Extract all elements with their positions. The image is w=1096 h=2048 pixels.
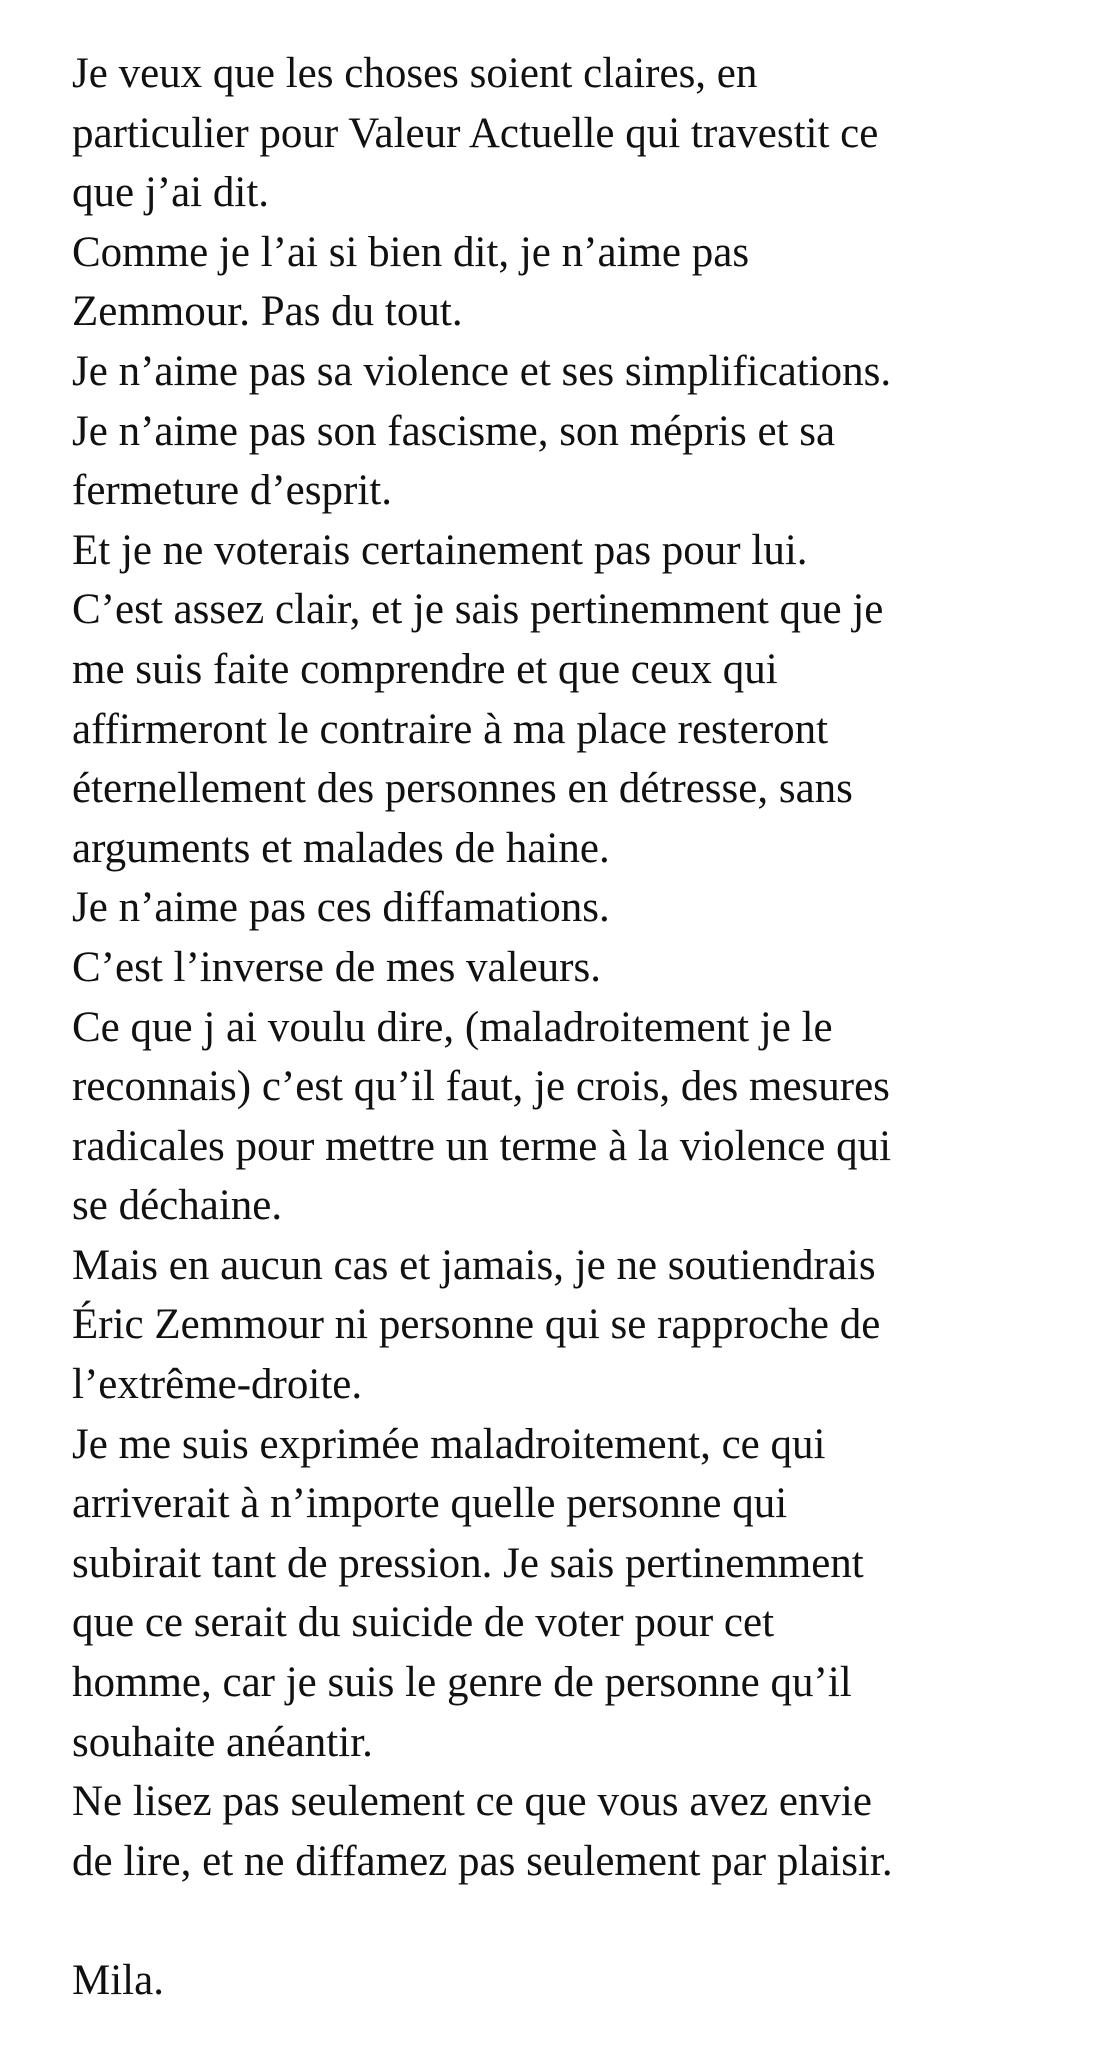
blank-line: [72, 1891, 1082, 1951]
text-line: Ce que j ai voulu dire, (maladroitement je le: [72, 1003, 833, 1051]
text-line: fermeture d’esprit.: [72, 467, 392, 515]
text-line: Je n’aime pas ces diffamations.: [72, 884, 610, 932]
text-line: arguments et malades de haine.: [72, 824, 610, 872]
text-line: C’est assez clair, et je sais pertinemment que je: [72, 586, 884, 634]
text-line: que ce serait du suicide de voter pour cet: [72, 1599, 775, 1647]
text-line: Je me suis exprimée maladroitement, ce qui: [72, 1420, 826, 1468]
text-line: arriverait à n’importe quelle personne qui: [72, 1480, 788, 1528]
text-line: l’extrême-droite.: [72, 1361, 363, 1409]
text-line: subirait tant de pression. Je sais pertinemment: [72, 1539, 864, 1587]
text-line: reconnais) c’est qu’il faut, je crois, des mesures: [72, 1063, 890, 1111]
text-line: Comme je l’ai si bien dit, je n’aime pas: [72, 228, 750, 276]
text-line: souhaite anéantir.: [72, 1718, 373, 1766]
text-line: que j’ai dit.: [72, 169, 270, 217]
text-line: Je veux que les choses soient claires, en: [72, 50, 758, 97]
text-line: Mais en aucun cas et jamais, je ne soutiendrais: [72, 1241, 876, 1289]
text-line: radicales pour mettre un terme à la violence qui: [72, 1122, 892, 1170]
text-line: se déchaine.: [72, 1182, 283, 1230]
text-line: Zemmour. Pas du tout.: [72, 288, 463, 336]
signature: Mila.: [72, 1957, 164, 2004]
text-line: Je n’aime pas sa violence et ses simplifications.: [72, 347, 892, 395]
text-line: particulier pour Valeur Actuelle qui travestit ce: [72, 109, 879, 157]
text-line: Éric Zemmour ni personne qui se rapproche de: [72, 1301, 881, 1349]
text-line: affirmeront le contraire à ma place resteront: [72, 705, 829, 753]
text-line: homme, car je suis le genre de personne qu’il: [72, 1659, 852, 1707]
text-line: Je n’aime pas son fascisme, son mépris et sa: [72, 407, 836, 455]
text-line: C’est l’inverse de mes valeurs.: [72, 943, 601, 991]
text-line: me suis faite comprendre et que ceux qui: [72, 645, 778, 693]
text-line: éternellement des personnes en détresse, sans: [72, 765, 853, 813]
text-line: Et je ne voterais certainement pas pour lui.: [72, 526, 808, 574]
statement-document: [72, 44, 1082, 2011]
text-line: Ne lisez pas seulement ce que vous avez envie: [72, 1778, 872, 1826]
text-line: de lire, et ne diffamez pas seulement par plaisir.: [72, 1837, 893, 1885]
